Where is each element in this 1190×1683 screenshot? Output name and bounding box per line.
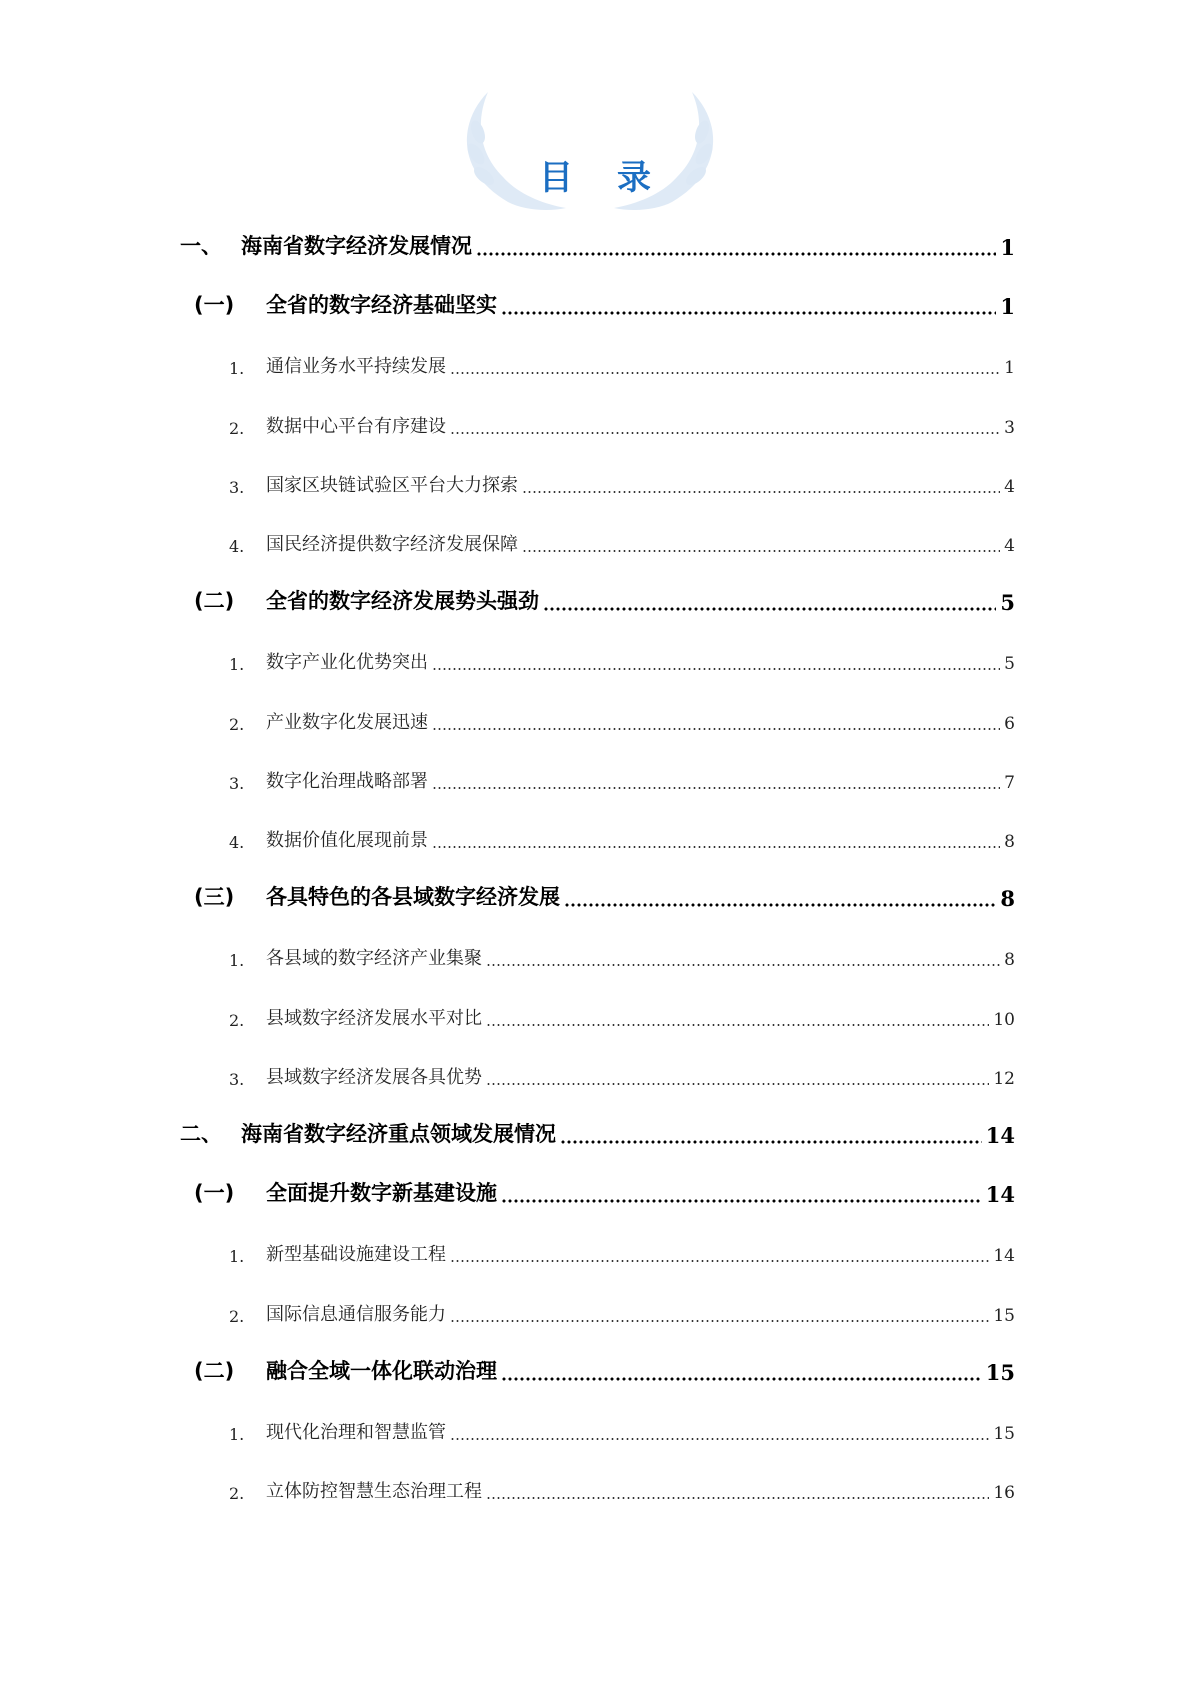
toc-entry-title[interactable]: 全面提升数字新基建设施	[266, 1181, 497, 1206]
toc-entry-page-number[interactable]: 15	[985, 1359, 1015, 1385]
dot-leader	[486, 1496, 989, 1500]
toc-entry[interactable]	[0, 1469, 1190, 1509]
toc-entry[interactable]	[0, 1351, 1190, 1391]
toc-entry[interactable]	[0, 344, 1190, 384]
dot-leader	[486, 1023, 989, 1027]
dot-leader	[432, 786, 1000, 790]
toc-entry-title[interactable]: 国家区块链试验区平台大力探索	[266, 474, 518, 496]
toc-entry-title[interactable]: 全省的数字经济发展势头强劲	[266, 589, 539, 614]
dot-leader	[501, 1376, 982, 1382]
toc-entry-page-number[interactable]: 7	[1004, 772, 1015, 793]
toc-entry-page-number[interactable]: 3	[1004, 417, 1015, 438]
dot-leader	[450, 431, 1000, 435]
toc-entry[interactable]	[0, 1410, 1190, 1450]
toc-entry-title[interactable]: 新型基础设施建设工程	[266, 1244, 446, 1266]
toc-entry-page-number[interactable]: 5	[1004, 654, 1015, 675]
dot-leader	[564, 902, 996, 908]
toc-entry-page-number[interactable]: 15	[993, 1424, 1015, 1444]
toc-entry-number: 一、	[180, 234, 222, 258]
toc-entry-number: 1.	[229, 1247, 245, 1267]
toc-entry[interactable]	[0, 285, 1190, 325]
toc-entry-number: 1.	[229, 951, 245, 971]
toc-entry-page-number[interactable]: 4	[1004, 536, 1015, 556]
page-title	[0, 150, 1190, 199]
toc-entry-page-number[interactable]: 8	[1000, 886, 1015, 912]
toc-entry-page-number[interactable]: 15	[993, 1305, 1015, 1326]
dot-leader	[432, 667, 1000, 671]
toc-entry[interactable]	[0, 1173, 1190, 1213]
toc-entry-title[interactable]: 数字化治理战略部署	[266, 770, 428, 792]
toc-entry-number: (一)	[194, 1181, 235, 1206]
dot-leader	[432, 727, 1000, 731]
toc-entry-page-number[interactable]: 6	[1004, 713, 1015, 734]
toc-entry-number: 2.	[229, 714, 245, 734]
toc-entry-page-number[interactable]: 14	[985, 1123, 1015, 1148]
toc-entry-title[interactable]: 数据中心平台有序建设	[266, 415, 446, 437]
toc-entry-number: (二)	[194, 1358, 235, 1383]
dot-leader	[450, 371, 1000, 375]
toc-entry[interactable]	[0, 996, 1190, 1036]
toc-entry[interactable]	[0, 1055, 1190, 1095]
toc-entry-title[interactable]: 数字产业化优势突出	[266, 652, 428, 674]
toc-entry[interactable]	[0, 640, 1190, 680]
toc-entry-number: (二)	[194, 589, 235, 614]
dot-leader	[486, 963, 1000, 967]
toc-entry-title[interactable]: 国民经济提供数字经济发展保障	[266, 534, 518, 555]
toc-entry[interactable]	[0, 1292, 1190, 1332]
toc-entry[interactable]	[0, 936, 1190, 976]
toc-entry-number: 2.	[229, 1306, 245, 1326]
toc-entry-title[interactable]: 各具特色的各县域数字经济发展	[266, 885, 560, 910]
toc-entry-title[interactable]: 海南省数字经济重点领域发展情况	[241, 1122, 556, 1146]
toc-entry-number: 2.	[229, 418, 245, 438]
toc-entry-number: 1.	[229, 655, 245, 675]
toc-entry-title[interactable]: 融合全域一体化联动治理	[266, 1358, 497, 1383]
dot-leader	[486, 1082, 989, 1086]
dot-leader	[560, 1139, 982, 1145]
toc-entry-title[interactable]: 全省的数字经济基础坚实	[266, 293, 497, 318]
toc-entry-title[interactable]: 立体防控智慧生态治理工程	[266, 1481, 482, 1503]
toc-entry-page-number[interactable]: 14	[985, 1182, 1015, 1208]
toc-entry[interactable]	[0, 1232, 1190, 1272]
toc-entry-number: 1.	[229, 359, 245, 379]
toc-entry-number: 3.	[229, 1069, 245, 1089]
toc-entry-title[interactable]: 通信业务水平持续发展	[266, 356, 446, 378]
toc-entry-title[interactable]: 数据价值化展现前景	[266, 830, 428, 851]
dot-leader	[450, 1319, 989, 1323]
toc-entry[interactable]	[0, 581, 1190, 621]
toc-entry-number: 二、	[180, 1122, 222, 1146]
dot-leader	[501, 1198, 982, 1204]
toc-entry[interactable]	[0, 1114, 1190, 1154]
toc-entry-number: 3.	[229, 477, 245, 497]
dot-leader	[450, 1259, 989, 1263]
toc-entry-number: 2.	[229, 1010, 245, 1030]
toc-entry-page-number[interactable]: 1	[1004, 358, 1015, 379]
toc-entry-title[interactable]: 县域数字经济发展各具优势	[266, 1066, 482, 1088]
toc-entry-title[interactable]: 县域数字经济发展水平对比	[266, 1007, 482, 1029]
dot-leader	[522, 549, 1000, 553]
toc-entry-title[interactable]: 国际信息通信服务能力	[266, 1303, 446, 1325]
toc-entry-page-number[interactable]: 1	[1000, 294, 1015, 320]
toc-entry-page-number[interactable]: 8	[1004, 950, 1015, 971]
toc-entry[interactable]	[0, 404, 1190, 444]
toc-entry[interactable]	[0, 877, 1190, 917]
toc-entry-page-number[interactable]: 5	[1000, 590, 1015, 616]
toc-entry-page-number[interactable]: 8	[1004, 832, 1015, 852]
toc-entry[interactable]	[0, 226, 1190, 266]
toc-entry-page-number[interactable]: 14	[993, 1246, 1015, 1267]
toc-entry-number: 1.	[229, 1425, 245, 1444]
toc-entry-number: 2.	[229, 1484, 245, 1504]
dot-leader	[522, 490, 1000, 494]
dot-leader	[543, 606, 996, 612]
toc-entry[interactable]	[0, 700, 1190, 740]
toc-entry-title[interactable]: 产业数字化发展迅速	[266, 711, 428, 733]
title-char-2: 录	[617, 158, 651, 198]
dot-leader	[501, 310, 996, 316]
dot-leader	[450, 1437, 989, 1441]
toc-entry-number: 4.	[229, 833, 245, 852]
toc-entry-title[interactable]: 现代化治理和智慧监管	[266, 1422, 446, 1443]
toc-entry-title[interactable]: 各县域的数字经济产业集聚	[266, 948, 482, 970]
toc-entry[interactable]	[0, 522, 1190, 562]
toc-entry-page-number[interactable]: 12	[993, 1068, 1015, 1089]
toc-entry-page-number[interactable]: 1	[1000, 235, 1015, 260]
toc-entry-number: 4.	[229, 537, 245, 556]
title-char-1: 目	[539, 158, 573, 198]
toc-entry[interactable]	[0, 818, 1190, 858]
toc-entry-page-number[interactable]: 10	[993, 1009, 1015, 1030]
toc-entry-title[interactable]: 海南省数字经济发展情况	[241, 234, 472, 258]
dot-leader	[476, 251, 996, 257]
toc-entry-number: (一)	[194, 293, 235, 318]
toc-entry-number: (三)	[194, 885, 235, 910]
toc-entry[interactable]	[0, 463, 1190, 503]
toc-entry-page-number[interactable]: 4	[1004, 476, 1015, 497]
toc-entry-number: 3.	[229, 773, 245, 793]
dot-leader	[432, 845, 1000, 849]
toc-entry-page-number[interactable]: 16	[993, 1483, 1015, 1504]
toc-entry[interactable]	[0, 759, 1190, 799]
